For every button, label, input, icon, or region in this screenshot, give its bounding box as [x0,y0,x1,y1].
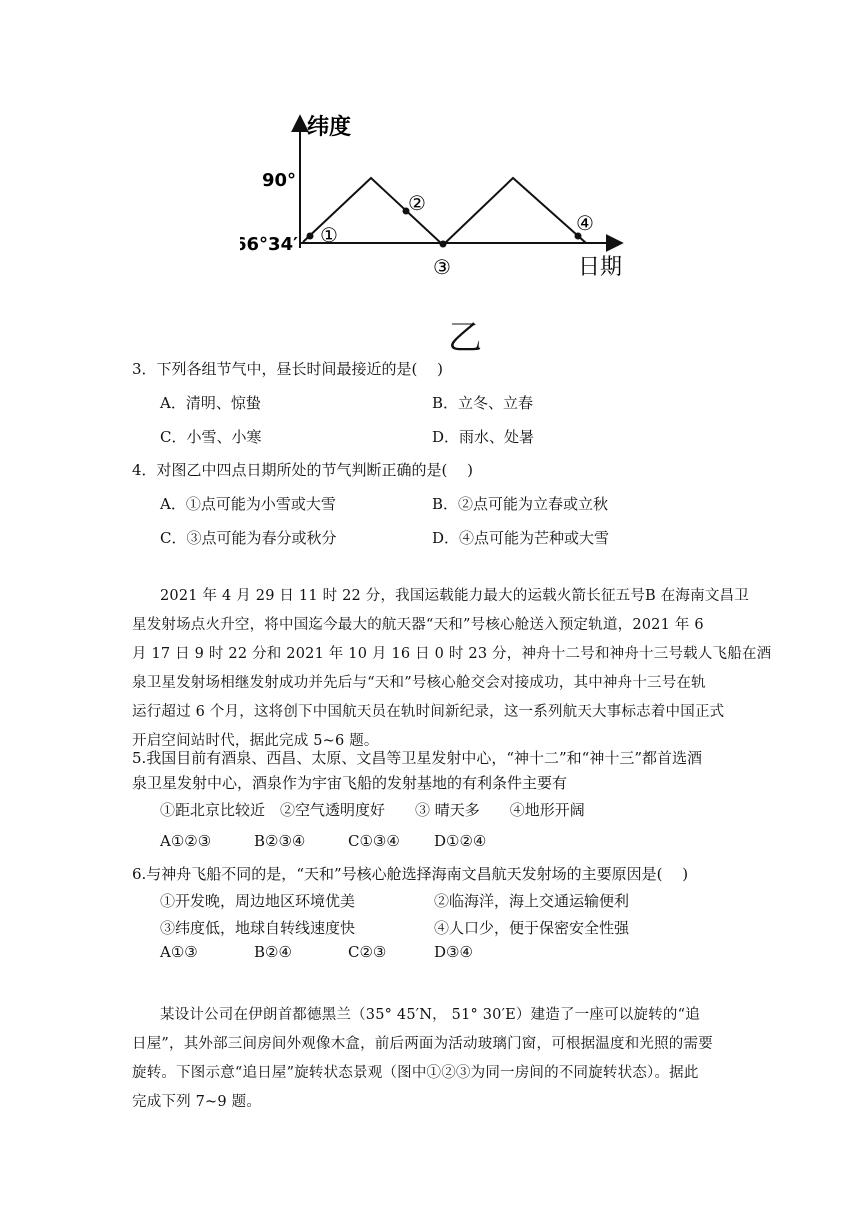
point-2-label: ② [408,191,426,215]
passage-1-line: 泉卫星发射场相继发射成功并先后与“天和”号核心舱交会对接成功，其中神舟十三号在轨 [132,675,706,691]
point-4-label: ④ [576,211,594,235]
q6-option-a: A①③ [160,943,198,961]
q4-option-b: B．②点可能为立春或立秋 [432,495,609,513]
latitude-date-diagram [240,108,660,288]
passage-2-line: 某设计公司在伊朗首都德黑兰（35° 45′N， 51° 30′E）建造了一座可以旋转的“追 [160,1007,700,1023]
q5-option-c: C①③④ [348,832,400,850]
passage-2-line: 旋转。下图示意“追日屋”旋转状态景观（图中①②③为同一房间的不同旋转状态）。据此 [132,1065,699,1081]
question-6-stem: 6.与神舟飞船不同的是，“天和”号核心舱选择海南文昌航天发射场的主要原因是( ) [132,865,689,883]
q6-condition-1: ①开发晚，周边地区环境优美 [160,892,356,910]
q5-option-b: B②③④ [254,832,306,850]
question-5-stem-line-2: 泉卫星发射中心，酒泉作为宇宙飞船的发射基地的有利条件主要有 [132,774,568,792]
y-axis-label: 纬度 [307,115,352,140]
point-1-label: ① [320,223,338,247]
q3-option-d: D．雨水、处暑 [432,428,535,446]
tick-90-label: 90° [262,170,297,191]
q4-option-a: A．①点可能为小雪或大雪 [160,495,336,513]
passage-1-line: 星发射场点火升空，将中国迄今最大的航天器“天和”号核心舱送入预定轨道，2021 年 6 [132,617,704,633]
q4-option-c: C．③点可能为春分或秋分 [160,529,337,547]
passage-2-line: 完成下列 7~9 题。 [132,1094,262,1110]
passage-2 [132,1001,730,1117]
q3-option-a: A．清明、惊蛰 [160,394,261,412]
question-4-stem: 4．对图乙中四点日期所处的节气判断正确的是( ) [132,461,474,479]
passage-1-line: 开启空间站时代，据此完成 5~6 题。 [132,733,379,749]
q3-option-b: B．立冬、立春 [432,394,534,412]
question-5-conditions: ①距北京比较近 ②空气透明度好 ③ 晴天多 ④地形开阔 [160,801,585,819]
q4-option-d: D．④点可能为芒种或大雪 [432,529,610,547]
point-3-label: ③ [433,255,451,279]
passage-1-line: 运行超过 6 个月，这将创下中国航天员在轨时间新纪录，这一系列航天大事标志着中国正式 [132,704,725,720]
q5-option-a: A①②③ [160,832,212,850]
q3-option-c: C．小雪、小寒 [160,428,262,446]
tick-6634-label: 66°34′ [240,234,298,255]
point-1 [307,233,314,240]
passage-2-line: 日屋”，其外部三间房间外观像木盒，前后两面为活动玻璃门窗，可根据温度和光照的需要 [132,1036,713,1052]
diagram-svg [240,108,660,288]
q6-condition-4: ④人口少，便于保密安全性强 [434,919,630,937]
q6-option-b: B②④ [254,943,292,961]
q6-option-d: D③④ [434,943,473,961]
figure-caption: 乙 [448,318,482,358]
q6-condition-3: ③纬度低，地球自转线速度快 [160,919,356,937]
q6-option-c: C②③ [348,943,387,961]
question-3-stem: 3．下列各组节气中，昼长时间最接近的是( ) [132,360,444,378]
latitude-curve [303,178,586,245]
passage-1 [132,582,772,756]
q5-option-d: D①②④ [434,832,487,850]
question-5-stem-line-1: 5.我国目前有酒泉、西昌、太原、文昌等卫星发射中心，“神十二”和“神十三”都首选酒 [132,749,702,767]
q6-condition-2: ②临海洋，海上交通运输便利 [434,892,630,910]
point-3 [440,241,447,248]
passage-1-line: 2021 年 4 月 29 日 11 时 22 分，我国运载能力最大的运载火箭长征五号B 在海南文昌卫 [160,588,749,604]
x-axis-label: 日期 [578,255,623,280]
passage-1-line: 月 17 日 9 时 22 分和 2021 年 10 月 16 日 0 时 23 分，神舟十二号和神舟十三号载人飞船在酒 [132,646,772,662]
